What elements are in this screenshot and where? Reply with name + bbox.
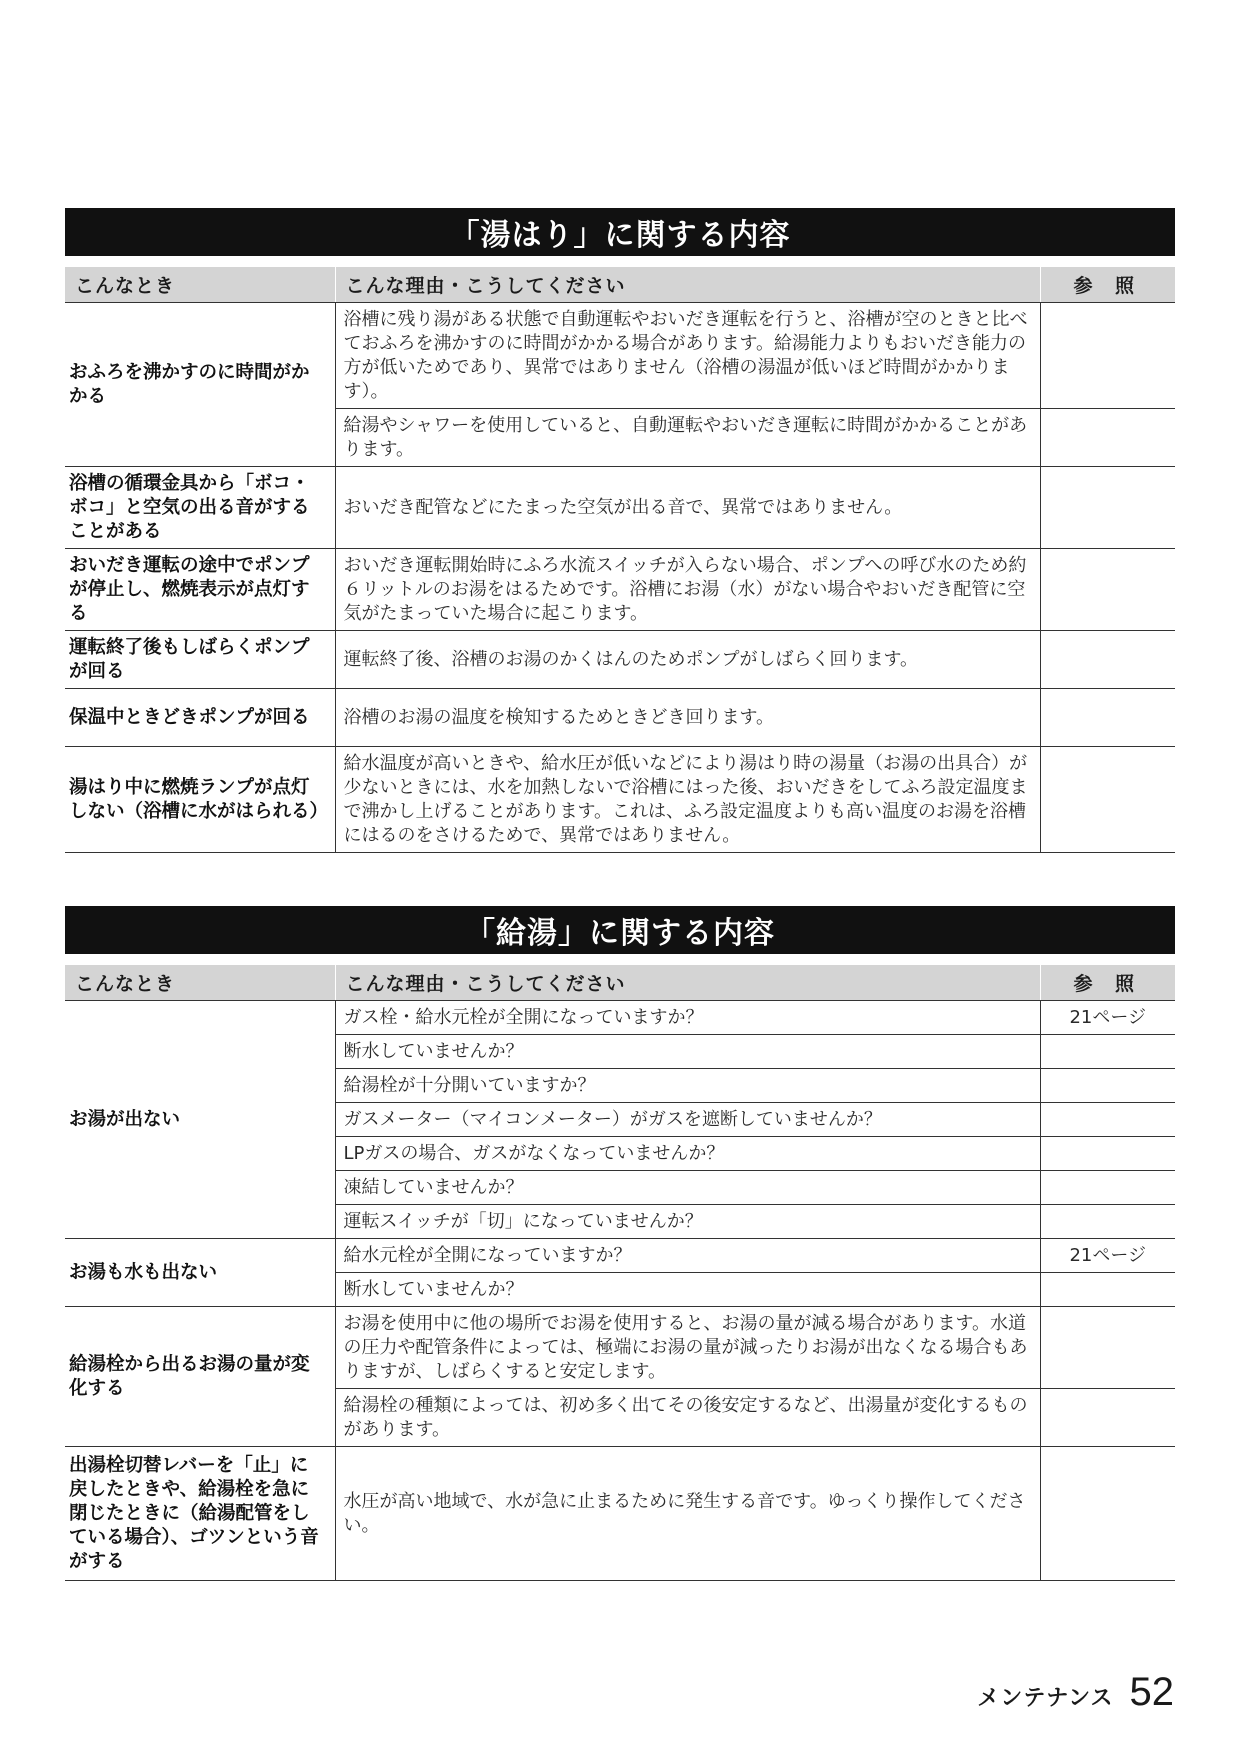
table-row (65, 1447, 1175, 1581)
reason-cell: 給湯栓が十分開いていますか？ (335, 1069, 1040, 1103)
ref-cell (1040, 689, 1175, 747)
ref-cell (1040, 303, 1175, 409)
ref-cell (1040, 1447, 1175, 1581)
reason-cell: 給水温度が高いときや、給水圧が低いなどにより湯はり時の湯量（お湯の出具合）が少ないときには、水を加熱しないで浴槽にはった後、おいだきをしてふろ設定温度まで沸かし上げることがあります。これは、ふろ設定温度よりも高い温度のお湯を浴槽にはるのをさけるためで、異常ではありません。 (335, 747, 1040, 853)
table-row (65, 303, 1175, 409)
ref-cell (1040, 1307, 1175, 1389)
table-row (65, 1307, 1175, 1389)
ref-cell (1040, 747, 1175, 853)
col-header-reason: こんな理由・こうしてください (335, 267, 1040, 303)
symptom-cell: 給湯栓から出るお湯の量が変化する (65, 1307, 335, 1447)
table-row (65, 689, 1175, 747)
ref-cell (1040, 1389, 1175, 1447)
footer-section-label: メンテナンス (977, 1686, 1114, 1711)
symptom-cell: お湯が出ない (65, 1001, 335, 1239)
page-number: 52 (1129, 1670, 1174, 1714)
table-row (65, 1001, 1175, 1035)
reason-cell: おいだき配管などにたまった空気が出る音で、異常ではありません。 (335, 467, 1040, 549)
reason-cell: ガス栓・給水元栓が全開になっていますか？ (335, 1001, 1040, 1035)
reason-cell: 給湯やシャワーを使用していると、自動運転やおいだき運転に時間がかかることがあります。 (335, 409, 1040, 467)
reason-cell: 水圧が高い地域で、水が急に止まるために発生する音です。ゆっくり操作してください。 (335, 1447, 1040, 1581)
col-header-when: こんなとき (65, 267, 335, 303)
section-title: 「給湯」に関する内容 (65, 906, 1175, 954)
col-header-when: こんなとき (65, 965, 335, 1001)
ref-cell (1040, 631, 1175, 689)
ref-cell (1040, 1137, 1175, 1171)
ref-cell (1040, 549, 1175, 631)
col-header-reason: こんな理由・こうしてください (335, 965, 1040, 1001)
reason-cell: ガスメーター（マイコンメーター）がガスを遮断していませんか？ (335, 1103, 1040, 1137)
col-header-ref: 参 照 (1040, 965, 1175, 1001)
troubleshoot-table (65, 965, 1175, 1581)
ref-cell (1040, 1069, 1175, 1103)
reason-cell: 浴槽のお湯の温度を検知するためときどき回ります。 (335, 689, 1040, 747)
ref-cell: 21ページ (1040, 1239, 1175, 1273)
reason-cell: 運転終了後、浴槽のお湯のかくはんのためポンプがしばらく回ります。 (335, 631, 1040, 689)
symptom-cell: 運転終了後もしばらくポンプが回る (65, 631, 335, 689)
reason-cell: お湯を使用中に他の場所でお湯を使用すると、お湯の量が減る場合があります。水道の圧力や配管条件によっては、極端にお湯の量が減ったりお湯が出なくなる場合もありますが、しばらくすると安定します。 (335, 1307, 1040, 1389)
section-title: 「湯はり」に関する内容 (65, 208, 1175, 256)
table-row (65, 631, 1175, 689)
ref-cell: 21ページ (1040, 1001, 1175, 1035)
troubleshoot-table (65, 267, 1175, 853)
ref-cell (1040, 1171, 1175, 1205)
section-kyuto (65, 906, 1175, 1581)
ref-cell (1040, 409, 1175, 467)
section-yuhari (65, 208, 1175, 853)
reason-cell: 凍結していませんか？ (335, 1171, 1040, 1205)
table-row (65, 747, 1175, 853)
symptom-cell: 湯はり中に燃焼ランプが点灯しない（浴槽に水がはられる） (65, 747, 335, 853)
ref-cell (1040, 1273, 1175, 1307)
table-row (65, 1239, 1175, 1273)
table-row (65, 467, 1175, 549)
reason-cell: 給水元栓が全開になっていますか？ (335, 1239, 1040, 1273)
col-header-ref: 参 照 (1040, 267, 1175, 303)
symptom-cell: おふろを沸かすのに時間がかかる (65, 303, 335, 467)
ref-cell (1040, 1035, 1175, 1069)
symptom-cell: 出湯栓切替レバーを「止」に戻したときや、給湯栓を急に閉じたときに（給湯配管をしている場合）、ゴツンという音がする (65, 1447, 335, 1581)
symptom-cell: おいだき運転の途中でポンプが停止し、燃焼表示が点灯する (65, 549, 335, 631)
ref-cell (1040, 1103, 1175, 1137)
symptom-cell: 浴槽の循環金具から「ボコ・ボコ」と空気の出る音がすることがある (65, 467, 335, 549)
reason-cell: 断水していませんか？ (335, 1273, 1040, 1307)
symptom-cell: お湯も水も出ない (65, 1239, 335, 1307)
reason-cell: 運転スイッチが「切」になっていませんか？ (335, 1205, 1040, 1239)
reason-cell: LPガスの場合、ガスがなくなっていませんか？ (335, 1137, 1040, 1171)
table-row (65, 549, 1175, 631)
reason-cell: おいだき運転開始時にふろ水流スイッチが入らない場合、ポンプへの呼び水のため約６リットルのお湯をはるためです。浴槽にお湯（水）がない場合やおいだき配管に空気がたまっていた場合に起こります。 (335, 549, 1040, 631)
reason-cell: 断水していませんか？ (335, 1035, 1040, 1069)
page-footer (977, 1670, 1174, 1715)
reason-cell: 給湯栓の種類によっては、初め多く出てその後安定するなど、出湯量が変化するものがあります。 (335, 1389, 1040, 1447)
ref-cell (1040, 1205, 1175, 1239)
ref-cell (1040, 467, 1175, 549)
symptom-cell: 保温中ときどきポンプが回る (65, 689, 335, 747)
reason-cell: 浴槽に残り湯がある状態で自動運転やおいだき運転を行うと、浴槽が空のときと比べておふろを沸かすのに時間がかかる場合があります。給湯能力よりもおいだき能力の方が低いためであり、異常ではありません（浴槽の湯温が低いほど時間がかかります）。 (335, 303, 1040, 409)
